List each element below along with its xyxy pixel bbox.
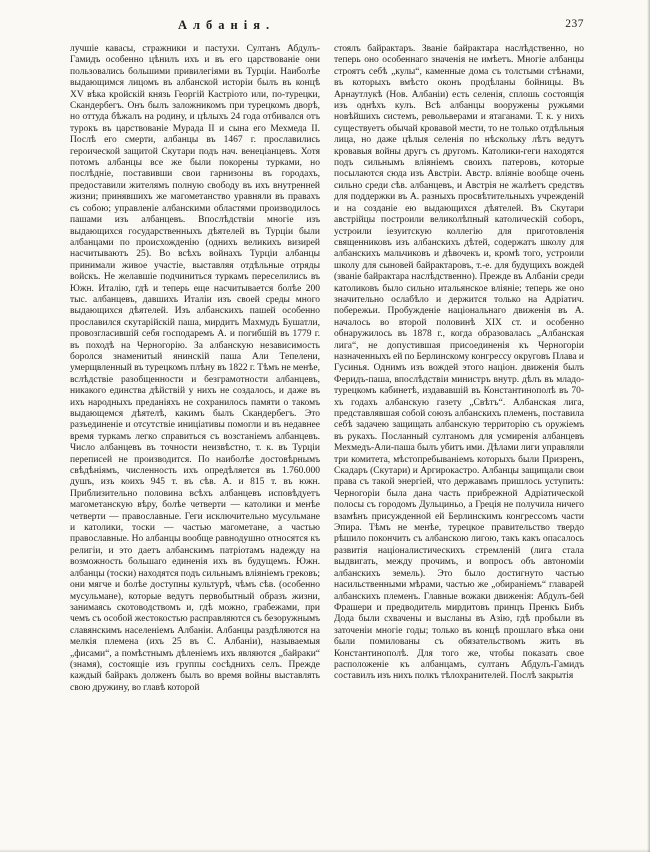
page-header xyxy=(70,18,584,34)
text-column-left: лучшіе кавасы, стражники и пастухи. Султанъ Абдулъ-Гамидъ особенно цѣнилъ ихъ и въ его царствованіе они пользовались большими привилегіями въ Турціи. Наиболѣе выдающимся лицомъ въ албанской исторіи былъ въ концѣ XV вѣка кройскій князь Георгій Кастріото или, по-турецки, Скандербегъ. Онъ былъ заложникомъ при турецкомъ дворѣ, но оттуда бѣжалъ на родину, и цѣлыхъ 24 года отбивался отъ турокъ въ царствованіе Мурада II и сына его Мехмеда II. Послѣ его смерти, албанцы въ 1467 г. прославились героической защитой Скутари подъ нач. венеціанцевъ. Хотя потомъ албанцы все же были покорены турками, но послѣдніе, поставивши свои гарнизоны въ городахъ, предоставили жителямъ полную свободу въ ихъ внутренней жизни; принявшихъ же магометанство уравняли въ правахъ съ собою; управленіе албанскими областями производилось пашами изъ албанцевъ. Впослѣдствіи многіе изъ выдающихся государственныхъ дѣятелей въ Турціи были албанцами по происхожденію (однихъ великихъ визирей насчитываютъ 25). Во всѣхъ войнахъ Турціи албанцы принимали живое участіе, выставляя отдѣльные отряды войскъ. Не желавшіе подчиниться туркамъ переселились въ Южн. Италію, гдѣ и теперь еще насчитывается болѣе 200 тыс. албанцевъ, давшихъ Италіи изъ своей среды много выдающихся дѣятелей. Изъ албанскихъ пашей особенно прославился скутарійскій паша, мирдитъ Махмудъ Бушатли, провозгласившій себя господаремъ А. и погибшій въ 1779 г. въ походѣ на Черногорію. За албанскую независимость боролся знаменитый янинскій паша Али Тепелени, умерщвленный въ турецкомъ плѣну въ 1822 г. Тѣмъ не менѣе, вслѣдствіе разобщенности и безграмотности албанцевъ, никакого единства дѣйствій у нихъ не создалось, и даже въ ихъ народныхъ преданіяхъ не сохранилось памяти о такомъ выдающемся дѣятелѣ, какимъ былъ Скандербегъ. Это разъединеніе и отсутствіе иниціативы помогли и въ недавнее время туркамъ легко справиться съ возстаніемъ албанцевъ. Число албанцевъ въ точности неизвѣстно, т. к. въ Турціи переписей не производится. По наиболѣе достовѣрнымъ свѣдѣніямъ, численность ихъ опредѣляется въ 1.760.000 душъ, изъ коихъ 945 т. въ сѣв. А. и 815 т. въ южн. Приблизительно половина всѣхъ албанцевъ исповѣдуетъ магометанскую вѣру, болѣе четверти — католики и менѣе четверти — православные. Геги исключительно мусульмане и католики, тоски — частью магометане, а частью православные. Но албанцы вообще равнодушно относятся къ религіи, и это даетъ албанскимъ патріотамъ надежду на возможность большаго единенія ихъ въ будущемъ. Южн. албанцы (тоски) находятся подъ сильнымъ вліяніемъ грековъ; они мягче и болѣе доступны культурѣ, чѣмъ сѣв. (особенно мусульмане), которые ведутъ первобытный образъ жизни, занимаясь скотоводствомъ и, гдѣ можно, грабежами, при чемъ съ особой жестокостью расправляются съ безоружнымъ славянскимъ населеніемъ Албаніи. Албанцы раздѣляются на мелкія племена (ихъ 25 въ С. Албаніи), называемыя „фисами“, а помѣстнымъ дѣленіемъ ихъ являются „байраки“ (знамя), состоящіе изъ группы сосѣднихъ селъ. Прежде каждый байракъ долженъ былъ во время войны выставлять свою дружину, во главѣ которой xyxy=(70,44,320,693)
text-columns xyxy=(70,44,584,832)
text-column-right: стоялъ байрактаръ. Званіе байрактара наслѣдственно, но теперь оно особеннаго значенія не имѣетъ. Многіе албанцы строятъ себѣ „кулы“, каменные дома съ толстыми стѣнами, въ которыхъ вмѣсто оконъ продѣланы бойницы. Въ Арнаутлукѣ (Нов. Албаніи) есть селенія, сплошь состоящія изъ однѣхъ кулъ. Всѣ албанцы вооружены ружьями новѣйшихъ системъ, револьверами и ятаганами. Т. к. у нихъ существуетъ обычай кровавой мести, то не только отдѣльныя лица, но даже цѣлыя селенія по нѣскольку лѣтъ ведутъ кровавыя войны другъ съ другомъ. Католики-геги находятся подъ сильнымъ вліяніемъ своихъ патеровъ, которые посылаются сюда изъ Австріи. Австр. вліяніе вообще очень сильно среди сѣв. албанцевъ, и Австрія не жалѣетъ средствъ для поддержки въ А. разныхъ просвѣтительныхъ учрежденій и на созданіе ею выдающихся дѣятелей. Въ Скутари австрійцы построили великолѣпный католическій соборъ, устроили іезуитскую коллегію для приготовленія священниковъ изъ албанскихъ дѣтей, содержатъ школу для албанскихъ мальчиковъ и дѣвочекъ и, кромѣ того, устроили школу для сыновей байрактаровъ, т.-е. для будущихъ вождей (званіе байрактара наслѣдственно). Прежде въ Албаніи среди католиковъ было сильно итальянское вліяніе; теперь же оно значительно ослабѣло и держится только на Адріатич. побережьи. Пробужденіе національнаго движенія въ А. началось во второй половинѣ XIX ст. и особенно обнаружилось въ 1878 г., когда образовалась „Албанская лига“, не допустившая присоединенія къ Черногоріи назначенныхъ ей по Берлинскому конгрессу округовъ Плава и Гусинья. Однимъ изъ вождей этого націон. движенія былъ Феридъ-паша, впослѣдствіи министръ внутр. дѣлъ въ младо-турецкомъ кабинетѣ, издававшій въ Константинополѣ въ 70-хъ годахъ албанскую газету „Свѣтъ“. Албанская лига, представлявшая собой союзъ албанскихъ племенъ, поставила себѣ задачею защищать албанскую территорію съ оружіемъ въ рукахъ. Посланный султаномъ для усмиренія албанцевъ Мехмедъ-Али-паша былъ убитъ ими. Дѣлами лиги управляли три комитета, мѣстопребываніемъ которыхъ были Призренъ, Скадаръ (Скутари) и Аргирокастро. Албанцы защищали свои права съ такой энергіей, что державамъ пришлось уступить: Черногоріи была дана часть прибрежной Адріатической полосы съ городомъ Дульциньо, а Греція не получила ничего взамѣнъ присужденной ей Берлинскимъ конгрессомъ части Эпира. Тѣмъ не менѣе, турецкое правительство твердо рѣшило покончить съ албанскою лигою, такъ какъ опасалось развитія націоналистическихъ стремленій (лига стала выдвигать, между прочимъ, и вопросъ объ автономіи албанскихъ земель). Это было достигнуто частью насильственными мѣрами, частью же „обираніемъ“ главарей албанскихъ племенъ. Главные вожаки движенія: Абдулъ-бей Фрашери и предводитель мирдитовъ принцъ Пренкъ Бибъ Дода были схвачены и высланы въ Азію, гдѣ пробыли въ заточеніи многіе годы; только въ концѣ прошлаго вѣка они были помилованы съ обязательствомъ жить въ Константинополѣ. Для того же, чтобы показать свое расположеніе къ албанцамъ, султанъ Абдулъ-Гамидъ составилъ изъ нихъ полкъ тѣлохранителей. Послѣ закрытія xyxy=(334,44,584,682)
running-head-title: Албанія. xyxy=(178,18,276,32)
page-number: 237 xyxy=(565,18,584,30)
